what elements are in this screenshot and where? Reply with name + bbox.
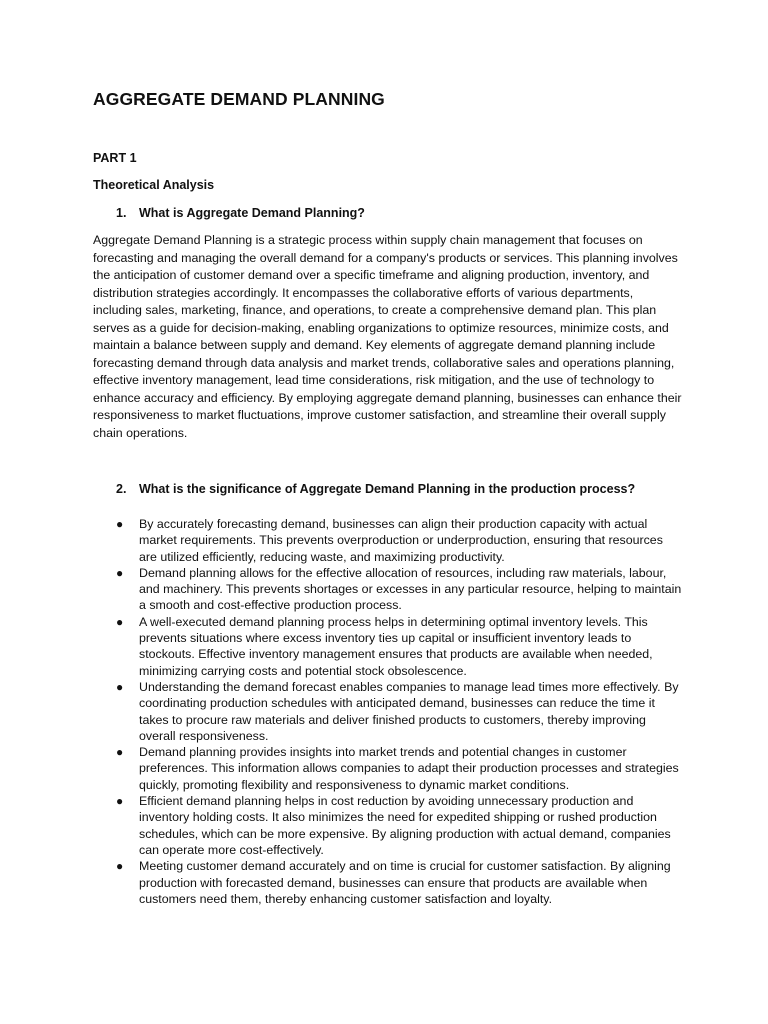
bullet-text: Demand planning provides insights into market trends and potential changes in customer preferences. This information allows companies to adapt their production processes and strategies quickly, promoting flexibility and responsiveness to dynamic market conditions. [139,745,679,792]
question-1-number: 1. [116,206,127,220]
bullet-icon: ● [116,565,124,580]
question-2-number: 2. [116,482,127,496]
bullet-text: By accurately forecasting demand, businesses can align their production capacity with actual market requirements. This prevents overproduction or underproduction, ensuring that resources are utilized efficiently, reducing waste, and maximizing productivity. [139,517,663,564]
bullet-text: Demand planning allows for the effective allocation of resources, including raw materials, labour, and machinery. This prevents shortages or excesses in any particular resource, helping to maintain a smooth and cost-effective production process. [139,565,682,613]
answer-1-paragraph: Aggregate Demand Planning is a strategic process within supply chain management that focuses on forecasting and managing the overall demand for a company's products or services. This planning involves the anticipation of customer demand over a specific timeframe and aligning production, inventory, and distribution strategies accordingly. It encompasses the collaborative efforts of various departments, including sales, marketing, finance, and operations, to create a comprehensive demand plan. This plan serves as a guide for decision-making, enabling organizations to optimize resources, minimize costs, and maintain a balance between supply and demand. Key elements of aggregate demand planning include forecasting demand through data analysis and market trends, collaborative sales and operations planning, effective inventory management, lead time considerations, risk mitigation, and the use of technology to enhance accuracy and efficiency. By employing aggregate demand planning, businesses can enhance their responsiveness to market fluctuations, improve customer satisfaction, and streamline their overall supply chain operations. [93,233,682,440]
question-1-text: What is Aggregate Demand Planning? [139,206,365,220]
bullet-item [116,565,684,614]
question-1-heading [116,206,365,220]
bullet-icon: ● [116,745,124,760]
document-title: AGGREGATE DEMAND PLANNING [93,89,385,109]
significance-bullet-list [116,516,684,907]
bullet-item [116,679,684,744]
bullet-text: A well-executed demand planning process helps in determining optimal inventory levels. This prevents situations where excess inventory ties up capital or insufficient inventory leads to stockouts. Effective inventory management ensures that products are available when needed, minimizing carrying costs and potential stock obsolescence. [139,614,653,678]
bullet-icon: ● [116,614,124,629]
question-2-heading [116,482,635,496]
part-heading: PART 1 [93,151,137,165]
bullet-item [116,744,684,793]
bullet-item [116,614,684,679]
bullet-item [116,858,684,907]
section-subheading: Theoretical Analysis [93,178,215,192]
bullet-text: Understanding the demand forecast enables companies to manage lead times more effectively. By coordinating production schedules with anticipated demand, businesses can reduce the time it takes to procure raw materials and deliver finished products to customers, thereby improving overall responsiveness. [139,679,679,743]
bullet-item [116,516,684,565]
bullet-item [116,793,684,858]
bullet-icon: ● [116,859,124,874]
bullet-icon: ● [116,794,124,809]
bullet-text: Meeting customer demand accurately and on time is crucial for customer satisfaction. By aligning production with forecasted demand, businesses can ensure that products are available when customers need them, thereby enhancing customer satisfaction and loyalty. [139,859,671,906]
bullet-icon: ● [116,517,124,531]
bullet-icon: ● [116,679,124,694]
bullet-text: Efficient demand planning helps in cost reduction by avoiding unnecessary production and inventory holding costs. It also minimizes the need for expedited shipping or rushed production schedules, which can be more expensive. By aligning production with actual demand, companies can operate more cost-effectively. [139,794,671,857]
question-2-text: What is the significance of Aggregate Demand Planning in the production process? [139,482,636,496]
